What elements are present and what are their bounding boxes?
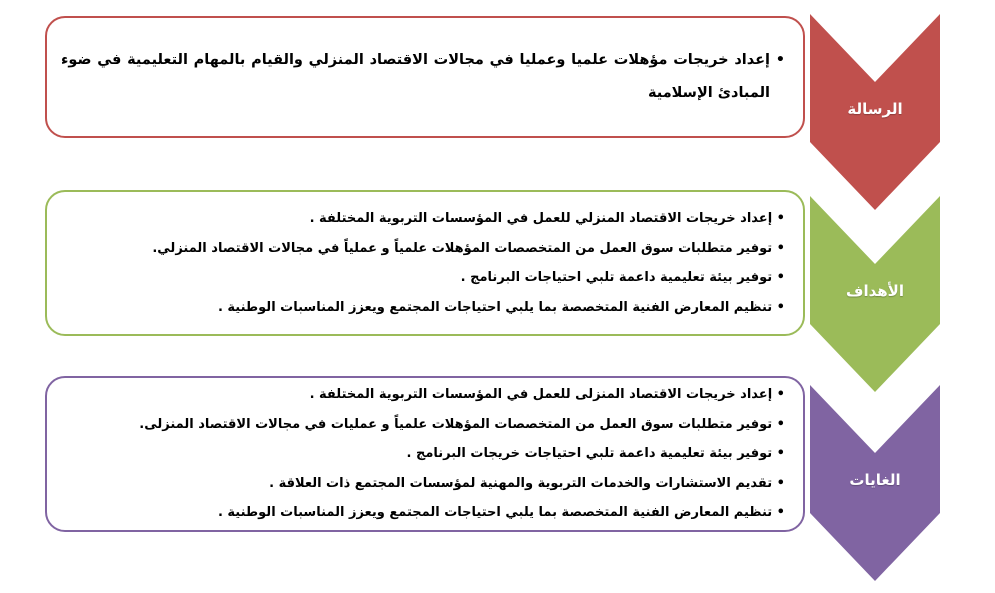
objectives-box — [45, 190, 805, 336]
goals-bullet: • تقديم الاستشارات والخدمات التربوية والمهنية لمؤسسات المجتمع ذات العلاقة . — [61, 469, 785, 499]
objectives-bullet-list — [47, 204, 803, 322]
objectives-bullet: • توفير بيئة تعليمية داعمة تلبي احتياجات البرنامج . — [61, 263, 785, 293]
goals-bullet: • توفير بيئة تعليمية داعمة تلبي احتياجات خريجات البرنامج . — [61, 439, 785, 469]
objectives-bullet: • تنظيم المعارض الفنية المتخصصة بما يلبي احتياجات المجتمع ويعزز المناسبات الوطنية . — [61, 293, 785, 323]
mission-bullet: • إعداد خريجات مؤهلات علميا وعمليا في مجالات الاقتصاد المنزلي والقيام بالمهام التعليمية في ضوء المبادئ الإسلامية — [61, 44, 785, 110]
mission-chevron — [810, 14, 940, 210]
mission-label: الرسالة — [847, 100, 903, 118]
goals-box — [45, 376, 805, 532]
mission-box — [45, 16, 805, 138]
mission-bullet-list — [47, 44, 803, 110]
objectives-label: الأهداف — [846, 282, 904, 300]
goals-bullet: • توفير متطلبات سوق العمل من المتخصصات المؤهلات علمياً و عمليات في مجالات الاقتصاد المنزلى. — [61, 410, 785, 440]
goals-bullet: • إعداد خريجات الاقتصاد المنزلى للعمل في المؤسسات التربوية المختلفة . — [61, 380, 785, 410]
objectives-bullet: • توفير متطلبات سوق العمل من المتخصصات المؤهلات علمياً و عملياً في مجالات الاقتصاد المنزلي. — [61, 234, 785, 264]
goals-label: الغايات — [849, 471, 901, 489]
objectives-chevron — [810, 196, 940, 392]
goals-bullet-list — [47, 380, 803, 528]
goals-chevron — [810, 385, 940, 581]
goals-bullet: • تنظيم المعارض الفنية المتخصصة بما يلبي احتياجات المجتمع ويعزز المناسبات الوطنية . — [61, 498, 785, 528]
objectives-bullet: • إعداد خريجات الاقتصاد المنزلي للعمل في المؤسسات التربوية المختلفة . — [61, 204, 785, 234]
